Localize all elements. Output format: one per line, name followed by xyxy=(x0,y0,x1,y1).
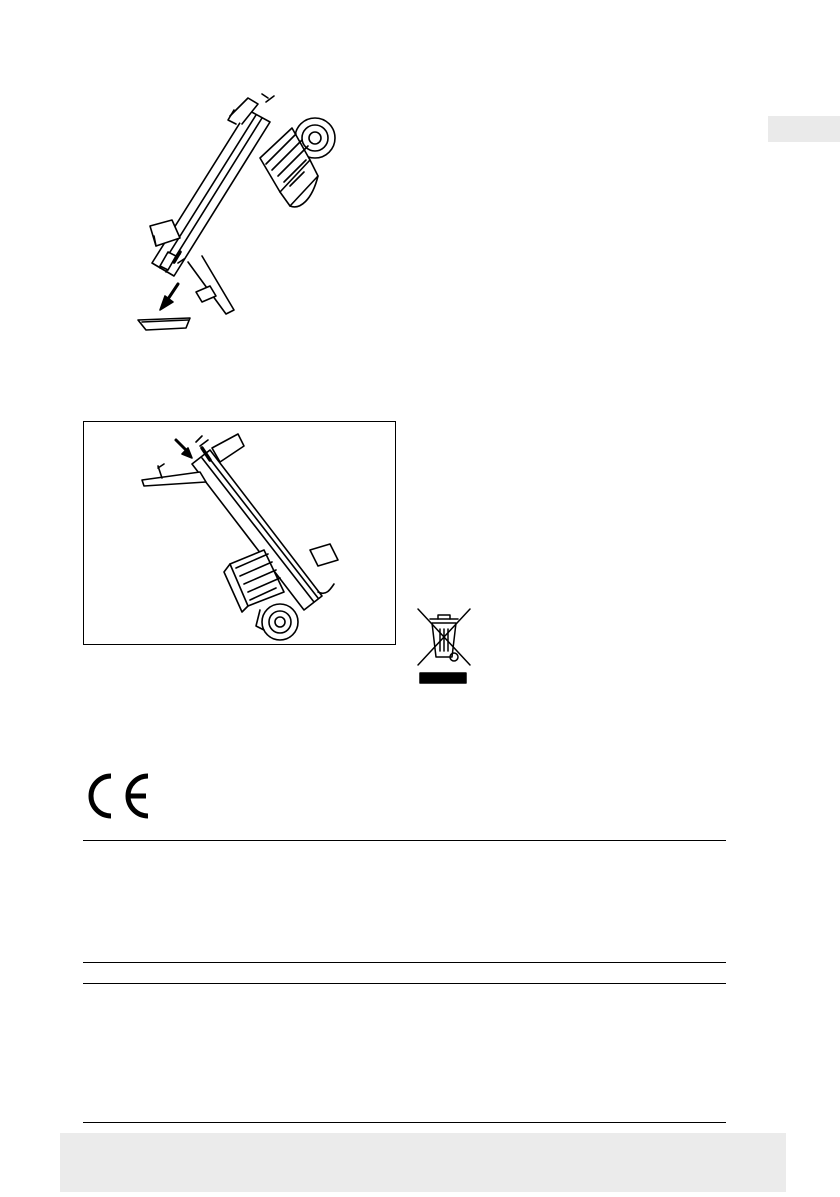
divider-rule xyxy=(83,1122,726,1123)
divider-rule xyxy=(83,962,726,963)
log-splitter-screw-illustration xyxy=(84,422,395,644)
figure-drain-oil xyxy=(130,88,340,344)
side-tab xyxy=(768,116,840,142)
divider-rule xyxy=(83,983,726,984)
log-splitter-drain-illustration xyxy=(130,88,340,344)
ce-mark-icon xyxy=(80,770,152,822)
footer-band xyxy=(60,1133,786,1192)
weee-symbol xyxy=(414,605,474,685)
divider-rule xyxy=(83,840,726,841)
figure-oil-screw-box xyxy=(83,421,396,645)
crossed-out-bin-icon xyxy=(414,605,474,685)
ce-mark xyxy=(80,770,152,822)
